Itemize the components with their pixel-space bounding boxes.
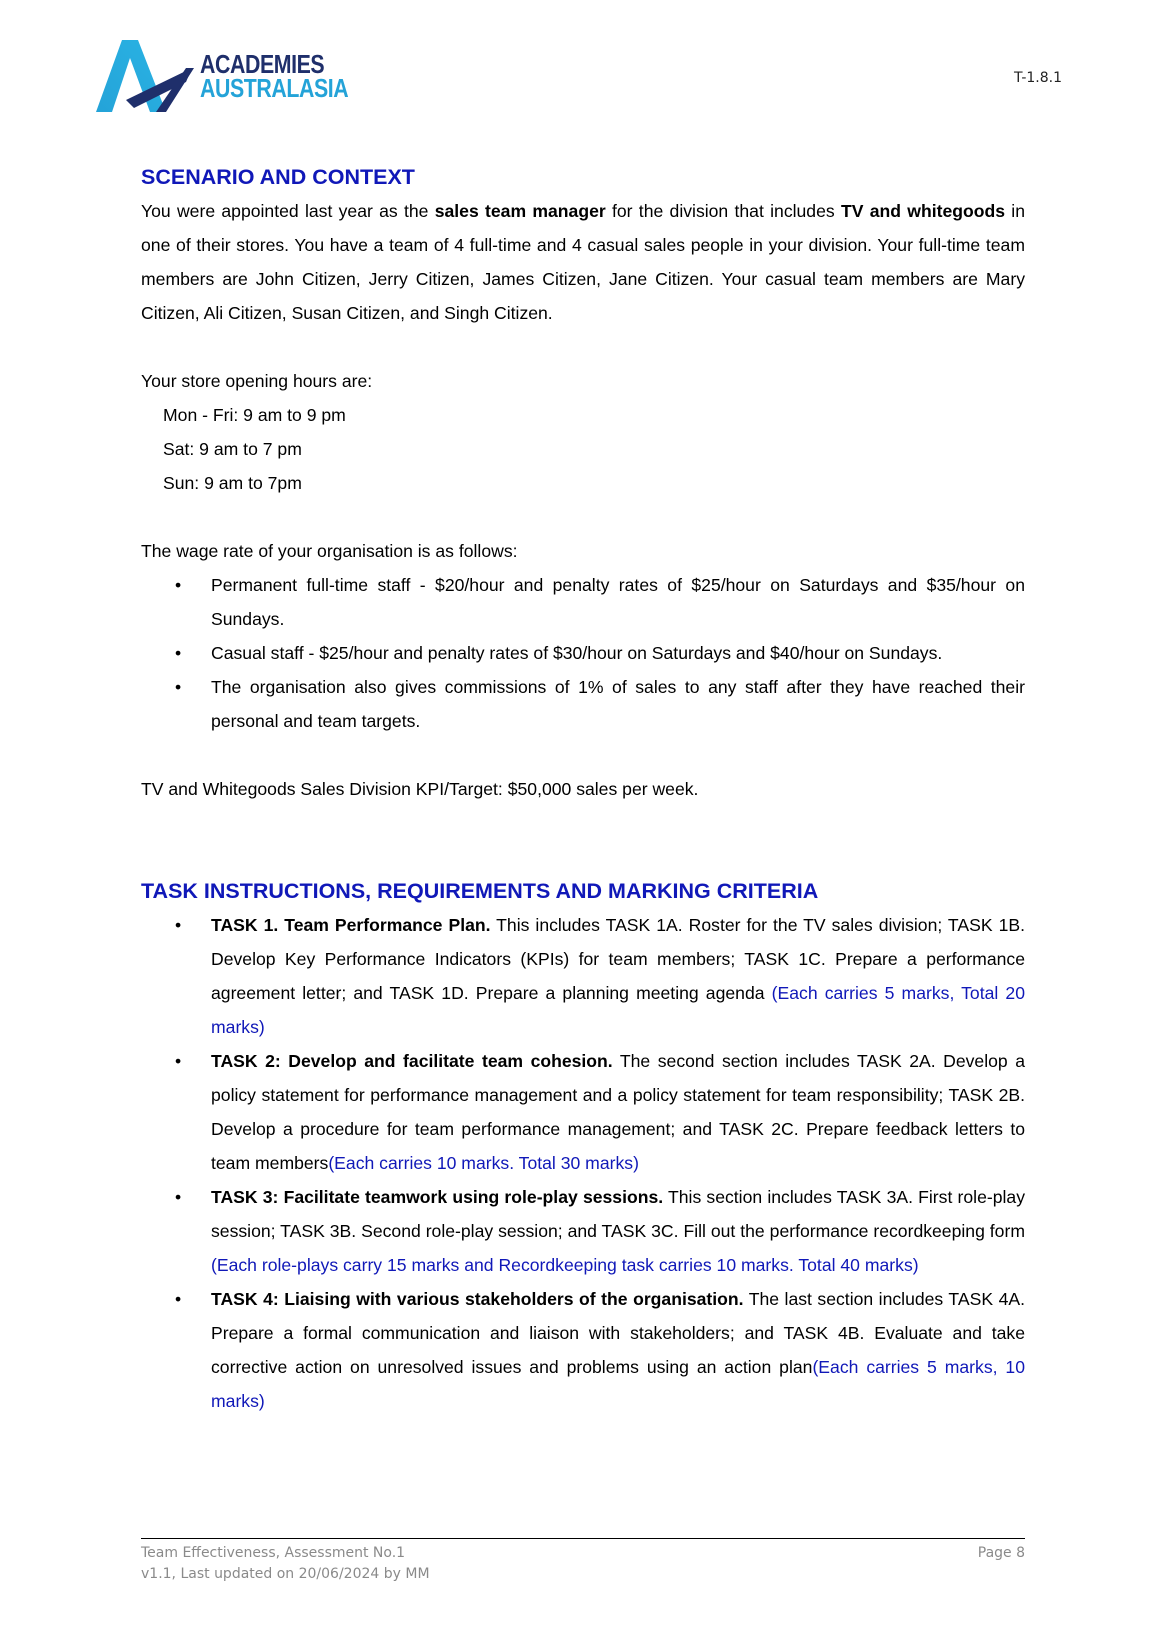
list-item [141, 1044, 1025, 1180]
list-item [141, 908, 1025, 1044]
tasks-heading: TASK INSTRUCTIONS, REQUIREMENTS AND MARKING CRITERIA [141, 879, 819, 903]
logo-mark-icon [96, 38, 194, 114]
bullet-icon: • [175, 677, 182, 697]
intro-text-3: in one of their stores. You have a team of 4 full-time and 4 casual sales people in your division. Your full-time team members are John Citizen, Jerry Citizen, James Citizen, Jane Citizen. Your casual team members are Mary Citizen, Ali Citizen, Susan Citizen, and Singh Citizen. [141, 201, 1025, 323]
page-footer [141, 1538, 1025, 1585]
task-3-title: TASK 3: Facilitate teamwork using role-play sessions. [211, 1187, 664, 1207]
bullet-icon: • [175, 1187, 182, 1207]
hours-saturday: Sat: 9 am to 7 pm [163, 439, 302, 459]
bullet-icon: • [175, 643, 182, 663]
list-item [141, 1180, 1025, 1282]
wage-fulltime: Permanent full-time staff - $20/hour and penalty rates of $25/hour on Saturdays and $35/hour on Sundays. [211, 575, 1025, 629]
intro-text-2: for the division that includes [605, 201, 841, 221]
task-1-marks: (Each carries 5 marks, Total 20 marks) [211, 983, 1025, 1037]
footer-title: Team Effectiveness, Assessment No.1 [141, 1545, 406, 1561]
wage-list [141, 568, 1025, 738]
intro-bold-role: sales team manager [434, 201, 606, 221]
page-number: Page 8 [977, 1545, 1025, 1561]
bullet-icon: • [175, 915, 182, 935]
list-item [141, 636, 1025, 670]
task-3-body: This section includes TASK 3A. First role-play session; TASK 3B. Second role-play session; and TASK 3C. Fill out the performance recordkeeping form [211, 1187, 1025, 1241]
list-item [141, 670, 1025, 738]
list-item [141, 568, 1025, 636]
logo-line-2: AUSTRALASIA [200, 73, 349, 103]
bullet-icon: • [175, 1051, 182, 1071]
document-code: T-1.8.1 [1014, 70, 1062, 86]
task-3-marks: (Each role-plays carry 15 marks and Recordkeeping task carries 10 marks. Total 40 marks) [211, 1255, 919, 1275]
opening-hours-title: Your store opening hours are: [141, 371, 373, 391]
bullet-icon: • [175, 1289, 182, 1309]
intro-bold-division: TV and whitegoods [840, 201, 1006, 221]
task-2-body: The second section includes TASK 2A. Develop a policy statement for performance management and a policy statement for team responsibility; TASK 2B. Develop a procedure for team performance management; and TASK 2C. Prepare feedback letters to team members [211, 1051, 1025, 1173]
task-4-body: The last section includes TASK 4A. Prepare a formal communication and liaison with stakeholders; and TASK 4B. Evaluate and take corrective action on unresolved issues and problems using an action plan [211, 1289, 1025, 1377]
list-item [141, 1282, 1025, 1418]
logo-text [200, 49, 349, 103]
wage-casual: Casual staff - $25/hour and penalty rates of $30/hour on Saturdays and $40/hour on Sundays. [211, 643, 943, 663]
intro-text-1: You were appointed last year as the [141, 201, 435, 221]
hours-sunday: Sun: 9 am to 7pm [163, 473, 302, 493]
bullet-icon: • [175, 575, 182, 595]
logo-line-1: ACADEMIES [200, 49, 325, 79]
hours-weekday: Mon - Fri: 9 am to 9 pm [163, 405, 346, 425]
task-2-title: TASK 2: Develop and facilitate team cohesion. [211, 1051, 613, 1071]
scenario-intro [141, 194, 1025, 330]
wage-commission: The organisation also gives commissions of 1% of sales to any staff after they have reached their personal and team targets. [211, 677, 1025, 731]
task-list [141, 908, 1025, 1418]
task-1-body: This includes TASK 1A. Roster for the TV sales division; TASK 1B. Develop Key Performance Indicators (KPIs) for team members; TASK 1C. Prepare a performance agreement letter; and TASK 1D. Prepare a planning meeting agenda [211, 915, 1025, 1003]
company-logo [96, 38, 381, 114]
kpi-target: TV and Whitegoods Sales Division KPI/Target: $50,000 sales per week. [141, 779, 699, 799]
opening-hours-list [141, 398, 1025, 500]
task-1-title: TASK 1. Team Performance Plan. [211, 915, 491, 935]
document-body [141, 160, 1025, 1418]
wage-rate-title: The wage rate of your organisation is as follows: [141, 541, 518, 561]
footer-version: v1.1, Last updated on 20/06/2024 by MM [141, 1566, 430, 1582]
scenario-heading: SCENARIO AND CONTEXT [141, 165, 415, 189]
task-4-marks: (Each carries 5 marks, 10 marks) [211, 1357, 1025, 1411]
task-4-title: TASK 4: Liaising with various stakeholders of the organisation. [211, 1289, 744, 1309]
task-2-marks: (Each carries 10 marks. Total 30 marks) [328, 1153, 639, 1173]
